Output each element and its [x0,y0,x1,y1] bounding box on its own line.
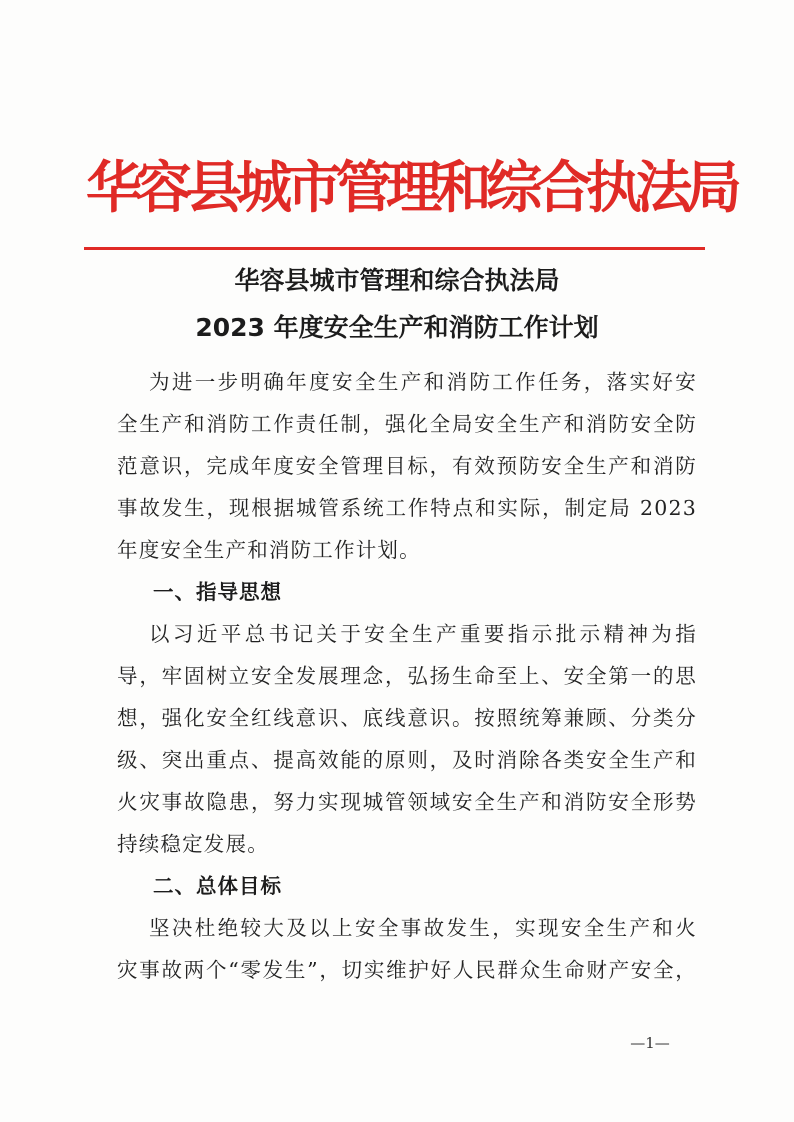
red-header-agency-name: 华容县城市管理和综合执法局 [86,155,736,221]
section1-line: 导，牢固树立安全发展理念，弘扬生命至上、安全第一的思 [117,664,697,688]
intro-line: 为进一步明确年度安全生产和消防工作任务，落实好安 [149,370,697,394]
section1-line: 持续稳定发展。 [117,832,269,856]
section1-line: 以习近平总书记关于安全生产重要指示批示精神为指 [149,622,697,646]
document-title-line-1: 华容县城市管理和综合执法局 [234,266,560,295]
section1-line: 火灾事故隐患，努力实现城管领域安全生产和消防安全形势 [117,790,697,814]
section1-line: 想，强化安全红线意识、底线意识。按照统筹兼顾、分类分 [117,706,697,730]
section-heading-overall-goals: 二、总体目标 [153,874,282,898]
intro-line: 事故发生，现根据城管系统工作特点和实际，制定局 2023 [117,496,697,520]
intro-line: 全生产和消防工作责任制，强化全局安全生产和消防安全防 [117,412,697,436]
intro-line: 年度安全生产和消防工作计划。 [117,538,421,562]
section1-line: 级、突出重点、提高效能的原则，及时消除各类安全生产和 [117,748,697,772]
intro-line: 范意识，完成年度安全管理目标，有效预防安全生产和消防 [117,454,697,478]
section2-line: 灾事故两个“零发生”，切实维护好人民群众生命财产安全， [117,958,697,982]
page-number: —1— [630,1034,670,1052]
section2-line: 坚决杜绝较大及以上安全事故发生，实现安全生产和火 [149,916,697,940]
red-header-divider [84,247,705,250]
section-heading-guiding-ideology: 一、指导思想 [153,580,282,604]
document-title-line-2: 2023 年度安全生产和消防工作计划 [195,313,599,342]
